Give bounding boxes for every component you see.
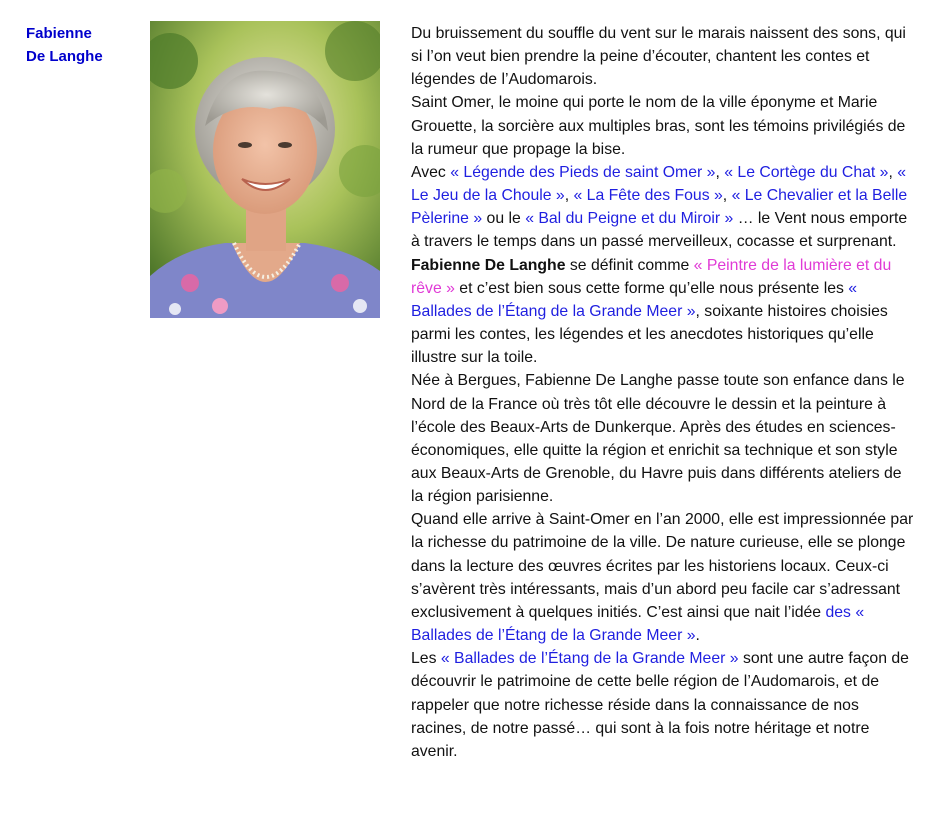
title-reference: « Le Cortège du Chat »: [724, 163, 889, 181]
author-last-name: De Langhe: [26, 48, 103, 65]
title-reference: des « Ballades de l’Étang de la Grande Meer »: [411, 603, 865, 645]
biography-paragraph: [411, 161, 917, 254]
text-run: ou le: [482, 210, 526, 228]
text-run: ,: [888, 163, 898, 181]
biography-paragraph: [411, 508, 917, 647]
title-reference: « Bal du Peigne et du Miroir »: [525, 210, 734, 228]
biography-text: [411, 22, 917, 763]
author-name-bold: Fabienne De Langhe: [411, 256, 566, 274]
text-run: Du bruissement du souffle du vent sur le marais naissent des sons, qui si l’on veut bien prendre la peine d’écouter, chantent les contes et légendes de l’Audomarois.: [411, 25, 906, 89]
text-run: .: [695, 627, 700, 645]
biography-paragraph: [411, 254, 917, 370]
title-reference: « La Fête des Fous »: [573, 187, 723, 205]
text-run: Quand elle arrive à Saint-Omer en l’an 2000, elle est impressionnée par la richesse du patrimoine de la ville. De nature curieuse, elle se plonge dans la lecture des œuvres écrites par les historiens locaux. Ceux-ci s’avèrent très intéressants, mais d’un abord peu facile car s’adressant exclusivement à quelques initiés. C’est ainsi que nait l’idée: [411, 511, 914, 621]
text-run: Les: [411, 650, 441, 668]
portrait-illustration: [150, 21, 380, 318]
author-first-name: Fabienne: [26, 25, 92, 42]
title-reference: « Ballades de l’Étang de la Grande Meer »: [440, 650, 739, 668]
author-portrait-photo: [150, 21, 380, 318]
biography-paragraph: [411, 369, 917, 508]
text-run: Saint Omer, le moine qui porte le nom de la ville éponyme et Marie Grouette, la sorcière aux multiples bras, sont les témoins privilégiés de la rumeur que propage la bise.: [411, 94, 906, 158]
text-run: se définit comme: [565, 256, 694, 274]
author-name: [26, 22, 138, 68]
text-run: ,: [564, 187, 574, 205]
title-reference: « Ballades de l’Étang de la Grande Meer »: [411, 279, 858, 320]
text-run: ,: [722, 187, 732, 205]
biography-paragraph: [411, 22, 917, 91]
text-run: Avec: [411, 163, 451, 181]
text-run: et c’est bien sous cette forme qu’elle nous présente les: [454, 279, 849, 297]
text-run: … le Vent nous emporte à travers le temps dans un passé merveilleux, cocasse et surprenant.: [411, 210, 908, 251]
highlight-quote: « Peintre de la lumière et du rêve »: [411, 256, 892, 297]
text-run: sont une autre façon de découvrir le patrimoine de cette belle région de l’Audomarois, et de rappeler que notre richesse réside dans la connaissance de nos racines, de notre passé… qui sont à la fois notre héritage et notre avenir.: [411, 650, 909, 760]
biography-paragraph: [411, 647, 917, 763]
text-run: , soixante histoires choisies parmi les contes, les légendes et les anecdotes historiques qu’elle illustre sur la toile.: [411, 302, 888, 367]
title-reference: « Le Jeu de la Choule »: [411, 163, 907, 205]
text-run: Née à Bergues, Fabienne De Langhe passe toute son enfance dans le Nord de la France où très tôt elle découvre le dessin et la peinture à l’école des Beaux-Arts de Dunkerque. Après des études en sciences-économiques, elle quitte la région et enrichit sa technique et son style aux Beaux-Arts de Grenoble, du Havre puis dans différents ateliers de la région parisienne.: [411, 372, 905, 506]
biography-paragraph: [411, 91, 917, 160]
text-run: ,: [715, 163, 725, 181]
title-reference: « Le Chevalier et la Belle Pèlerine »: [411, 187, 908, 228]
title-reference: « Légende des Pieds de saint Omer »: [450, 163, 716, 181]
